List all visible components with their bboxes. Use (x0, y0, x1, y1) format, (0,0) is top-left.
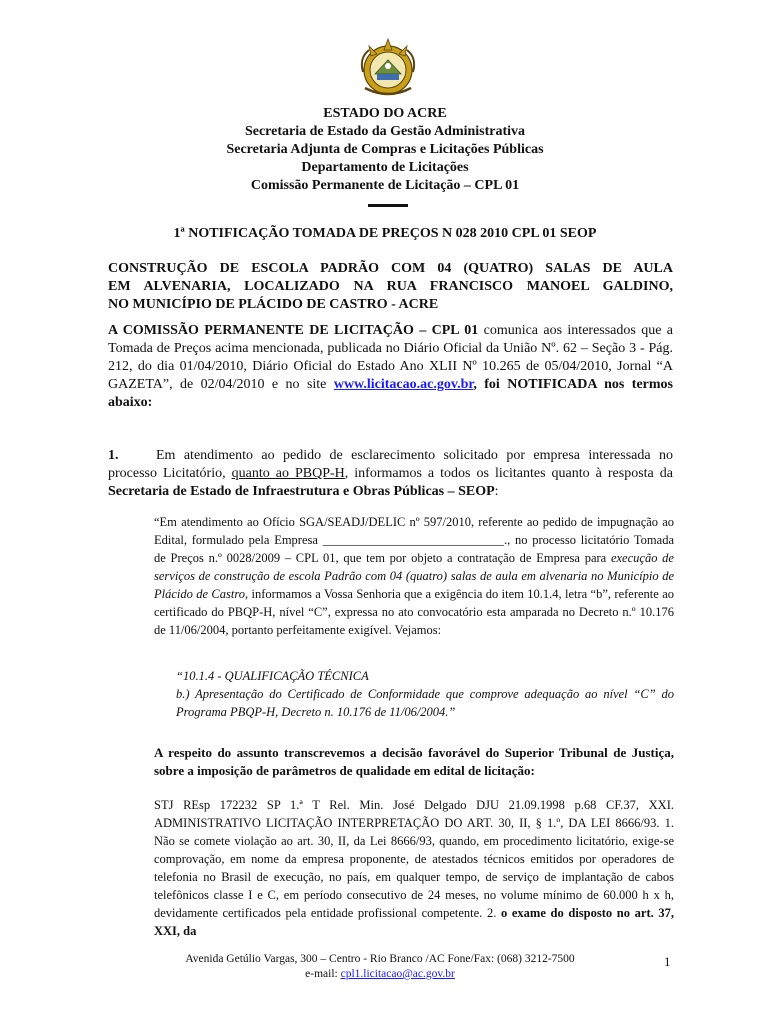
item-number: 1. (108, 448, 119, 463)
clause-title: “10.1.4 - QUALIFICAÇÃO TÉCNICA (176, 669, 369, 683)
seop-name: Secretaria de Estado de Infraestrutura e Obras Públicas – SEOP (108, 484, 495, 499)
item-1-text: Em atendimento ao pedido de esclarecimento solicitado por empresa interessada no processo Licitatório, (108, 448, 673, 481)
intro-tail: , foi NOTIFICADA nos termos abaixo: (108, 377, 673, 410)
item-1-end: : (494, 484, 499, 499)
department-name: Departamento de Licitações (301, 160, 469, 175)
seop-response-quote (154, 513, 674, 639)
page-number: 1 (664, 954, 671, 969)
intro-text: comunica aos interessados que a Tomada de Preços acima mencionada, publicada no Diário Oficial da União Nº. 62 – Seção 3 - Pág. 212, do dia 01/04/2010, Diário Oficial do Estado Ano XLII Nº 10.265 de 05/04/2010, Jornal “A GAZETA”, de 02/04/2010 e no site (108, 323, 673, 392)
licitacao-site-link[interactable]: www.licitacao.ac.gov.br (333, 377, 474, 392)
commission-lead: A COMISSÃO PERMANENTE DE LICITAÇÃO – CPL 01 (108, 323, 479, 338)
stj-bold-text: o exame do disposto no art. 37, XXI, da (154, 906, 674, 938)
secretariat-name: Secretaria de Estado da Gestão Administrativa (244, 124, 526, 139)
stj-decision (154, 796, 674, 940)
quote-object: execução de serviços de construção de escola Padrão com 04 (quatro) salas de aula em alvenaria no Município de Plácido de Castro (154, 551, 674, 601)
footer-address: Avenida Getúlio Vargas, 300 – Centro - Rio Branco /AC Fone/Fax: (068) 3212-7500 (185, 953, 575, 965)
technical-qualification-clause (154, 667, 674, 721)
letterhead (0, 105, 770, 195)
notification-title: 1ª NOTIFICAÇÃO TOMADA DE PREÇOS N 028 2010 CPL 01 SEOP (173, 226, 597, 241)
item-1-text: , informamos a todos os licitantes quanto à resposta da (344, 466, 673, 481)
quote-text: , informamos a Vossa Senhoria que a exigência do item 10.1.4, letra “b”, referente ao certificado do PBQP-H, nível “C”, expressa no ato convocatório esta amparada no Decreto n.º 10.176 de 11/06/2004, portanto perfeitamente exigível. Vejamos: (154, 587, 674, 637)
subject-line: NO MUNICÍPIO DE PLÁCIDO DE CASTRO - ACRE (108, 297, 439, 312)
clause-body: b.) Apresentação do Certificado de Conformidade que comprove adequação ao nível “C” do Programa PBQP-H, Decreto n. 10.176 de 11/06/2004.” (176, 687, 674, 719)
subject-line: CONSTRUÇÃO DE ESCOLA PADRÃO COM 04 (QUATRO) SALAS DE AULA (108, 261, 673, 276)
stj-text: STJ REsp 172232 SP 1.ª T Rel. Min. José Delgado DJU 21.09.1998 p.68 CF.37, XXI. ADMINISTRATIVO LICITAÇÃO INTERPRETAÇÃO DO ART. 30, II, § 1.º, DA LEI 8666/93. 1. Não se comete violação ao art. 30, II, da Lei 8666/93, quando, em procedimento licitatório, exige-se comprovação, em nome da empresa proponente, de atestados técnicos emitidos por operadores de telefonia no Brasil de execução, no país, em qualquer tempo, de serviço de implantação de cabos telefônicos classe I e C, em período consecutivo de 24 meses, no volume mínimo de 60.000 h x h, devidamente certificados pela entidade profissional competente. 2. (154, 798, 674, 920)
commission-name: Comissão Permanente de Licitação – CPL 01 (250, 178, 520, 193)
footer-email (140, 967, 620, 982)
subject-line: EM ALVENARIA, LOCALIZADO NA RUA FRANCISCO MANOEL GALDINO, (108, 279, 673, 294)
email-label: e-mail: (305, 968, 341, 980)
header-divider (368, 204, 408, 207)
stj-heading: A respeito do assunto transcrevemos a decisão favorável do Superior Tribunal de Justiça, sobre a imposição de parâmetros de qualidade em edital de licitação: (154, 745, 674, 778)
quote-text: “Em atendimento ao Ofício SGA/SEADJ/DELIC nº 597/2010, referente ao pedido de impugnação ao Edital, formulado pela Empresa _____________________________., no processo licitatório Tomada de Preços n.º 0028/2009 – CPL 01, que tem por objeto a contratação de Empresa para (154, 515, 674, 565)
item-1-paragraph (108, 447, 673, 501)
state-name: ESTADO DO ACRE (323, 106, 447, 121)
state-coat-of-arms-icon (355, 36, 421, 98)
intro-paragraph (108, 322, 673, 412)
email-link[interactable]: cpl1.licitacao@ac.gov.br (340, 968, 455, 980)
adjunct-secretariat-name: Secretaria Adjunta de Compras e Licitações Públicas (226, 142, 544, 157)
subject-block (108, 260, 673, 314)
pbqp-h-reference: quanto ao PBQP-H (231, 466, 345, 481)
